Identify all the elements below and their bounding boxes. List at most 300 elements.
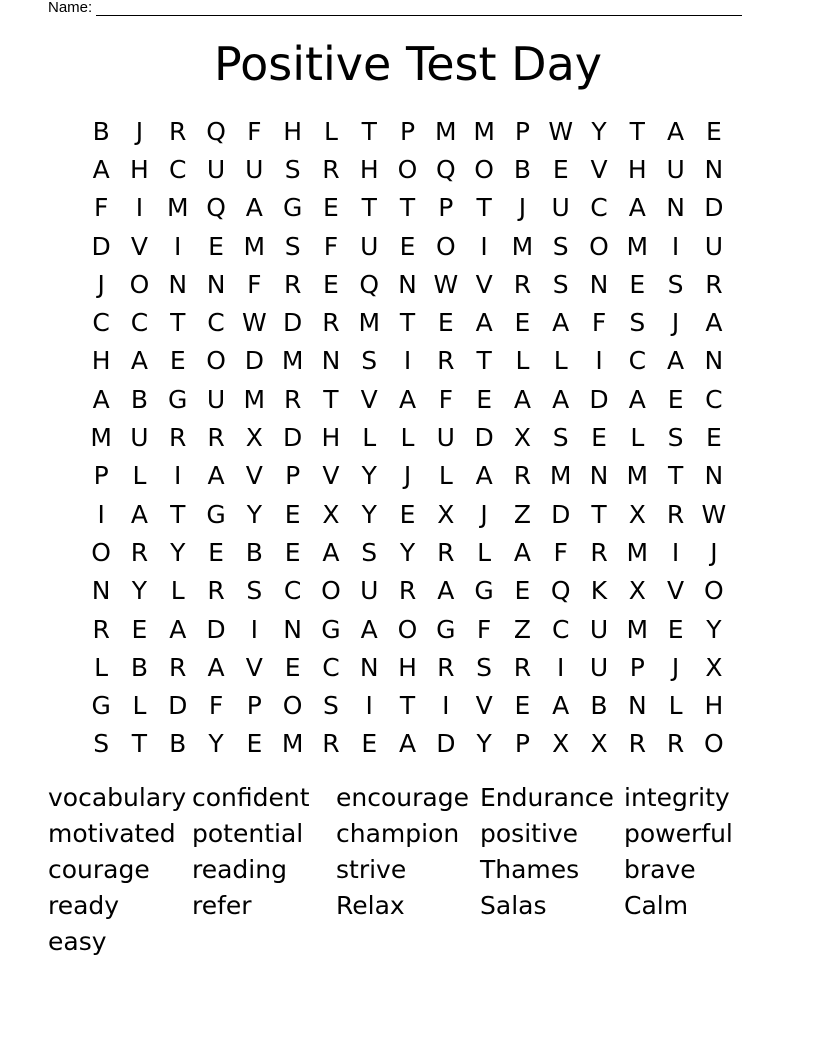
- grid-letter: O: [474, 154, 494, 184]
- word-list-item: courage: [48, 855, 150, 884]
- grid-letter: O: [282, 691, 303, 721]
- grid-letter: R: [590, 537, 608, 567]
- grid-letter: I: [365, 691, 373, 721]
- grid-letter: N: [398, 269, 417, 299]
- word-list-item: Calm: [624, 891, 689, 920]
- word-list-item: motivated: [48, 819, 176, 848]
- grid-letter: T: [361, 116, 377, 146]
- grid-letter: N: [666, 193, 685, 223]
- grid-letter: L: [132, 461, 147, 491]
- grid-letter: M: [473, 116, 495, 146]
- grid-letter: M: [166, 193, 189, 223]
- grid-letter: F: [323, 231, 339, 261]
- grid-letter: R: [169, 423, 187, 453]
- grid-letter: R: [437, 537, 455, 567]
- grid-letter: M: [435, 116, 457, 146]
- grid-letter: R: [169, 652, 187, 682]
- grid-letter: T: [323, 384, 339, 414]
- grid-letter: A: [130, 499, 148, 529]
- grid-letter: P: [285, 461, 301, 491]
- grid-letter: E: [399, 499, 416, 529]
- grid-letter: O: [397, 614, 418, 644]
- grid-letter: E: [131, 614, 148, 644]
- grid-letter: R: [666, 729, 685, 759]
- word-list-item: ready: [48, 891, 120, 920]
- grid-letter: L: [515, 346, 530, 376]
- grid-letter: L: [630, 423, 645, 453]
- grid-letter: C: [130, 308, 149, 338]
- grid-letter: I: [174, 461, 182, 491]
- grid-letter: H: [359, 154, 379, 184]
- grid-letter: J: [671, 652, 680, 682]
- grid-letter: U: [360, 231, 379, 261]
- grid-letter: N: [704, 346, 724, 376]
- grid-letter: J: [518, 193, 527, 223]
- grid-letter: U: [206, 154, 226, 184]
- grid-letter: H: [398, 652, 417, 682]
- grid-letter: R: [207, 423, 225, 453]
- word-list-item: vocabulary: [48, 783, 187, 812]
- grid-letter: W: [548, 116, 574, 146]
- grid-letter: N: [91, 576, 111, 606]
- grid-letter: I: [174, 231, 182, 261]
- grid-letter: J: [671, 308, 680, 338]
- grid-letter: I: [250, 614, 259, 644]
- grid-letter: P: [93, 461, 109, 491]
- grid-letter: I: [403, 346, 412, 376]
- grid-letter: D: [91, 231, 111, 261]
- grid-letter: D: [589, 384, 609, 414]
- grid-letter: X: [437, 499, 455, 529]
- grid-letter: N: [283, 614, 302, 644]
- grid-letter: E: [399, 231, 416, 261]
- grid-letter: U: [704, 231, 724, 261]
- grid-letter: A: [552, 308, 570, 338]
- grid-letter: A: [437, 576, 455, 606]
- grid-letter: V: [475, 269, 493, 299]
- grid-letter: Q: [206, 116, 226, 146]
- grid-letter: N: [704, 461, 724, 491]
- grid-letter: R: [398, 576, 417, 606]
- grid-letter: Y: [246, 499, 262, 529]
- grid-letter: A: [628, 384, 646, 414]
- grid-letter: C: [283, 576, 302, 606]
- grid-letter: G: [436, 614, 456, 644]
- grid-letter: A: [207, 461, 225, 491]
- grid-letter: X: [245, 423, 263, 453]
- grid-letter: X: [590, 729, 608, 759]
- grid-letter: D: [206, 614, 226, 644]
- grid-letter: L: [323, 116, 338, 146]
- grid-letter: I: [671, 231, 680, 261]
- grid-letter: T: [399, 193, 416, 223]
- grid-letter: F: [553, 537, 568, 567]
- grid-letter: I: [595, 346, 603, 376]
- word-list-item: potential: [192, 819, 304, 848]
- grid-letter: Y: [208, 729, 224, 759]
- grid-letter: R: [322, 308, 340, 338]
- grid-letter: X: [628, 576, 646, 606]
- grid-letter: T: [170, 308, 186, 338]
- word-list-item: refer: [192, 891, 252, 920]
- grid-letter: S: [361, 537, 378, 567]
- grid-letter: O: [91, 537, 111, 567]
- word-list-item: encourage: [336, 783, 469, 812]
- grid-letter: L: [94, 652, 109, 682]
- word-list-item: brave: [624, 855, 696, 884]
- grid-letter: R: [322, 729, 340, 759]
- grid-letter: D: [474, 423, 494, 453]
- grid-letter: Y: [399, 537, 416, 567]
- grid-letter: U: [130, 423, 149, 453]
- grid-letter: P: [399, 116, 416, 146]
- page-title: Positive Test Day: [214, 37, 602, 91]
- grid-letter: A: [667, 116, 685, 146]
- grid-letter: Y: [476, 729, 492, 759]
- grid-letter: A: [398, 384, 417, 414]
- grid-letter: Q: [359, 269, 380, 299]
- grid-letter: B: [92, 116, 110, 146]
- grid-letter: M: [549, 461, 572, 491]
- grid-letter: R: [666, 499, 685, 529]
- grid-letter: P: [246, 691, 262, 721]
- grid-letter: F: [208, 691, 224, 721]
- grid-letter: T: [131, 729, 148, 759]
- grid-letter: C: [92, 308, 110, 338]
- grid-letter: I: [557, 652, 565, 682]
- grid-letter: D: [283, 308, 303, 338]
- grid-letter: T: [591, 499, 607, 529]
- grid-letter: R: [705, 269, 723, 299]
- grid-letter: L: [362, 423, 377, 453]
- grid-letter: E: [246, 729, 263, 759]
- grid-letter: V: [667, 576, 685, 606]
- grid-letter: S: [667, 269, 684, 299]
- grid-letter: U: [551, 193, 570, 223]
- grid-letter: S: [476, 652, 493, 682]
- grid-letter: Y: [170, 537, 186, 567]
- grid-letter: T: [361, 193, 377, 223]
- grid-letter: F: [438, 384, 454, 414]
- grid-letter: R: [513, 652, 532, 682]
- grid-letter: O: [206, 346, 226, 376]
- grid-letter: S: [322, 691, 339, 721]
- grid-letter: N: [589, 461, 609, 491]
- grid-letter: E: [591, 423, 607, 453]
- grid-letter: M: [358, 308, 381, 338]
- grid-letter: X: [322, 499, 340, 529]
- grid-letter: D: [244, 346, 264, 376]
- grid-letter: J: [710, 537, 718, 567]
- grid-letter: N: [627, 691, 647, 721]
- grid-letter: M: [626, 537, 649, 567]
- grid-letter: C: [322, 652, 340, 682]
- grid-letter: D: [436, 729, 456, 759]
- grid-letter: A: [169, 614, 187, 644]
- grid-letter: S: [552, 231, 569, 261]
- grid-letter: V: [130, 231, 148, 261]
- grid-letter: U: [360, 576, 379, 606]
- grid-letter: E: [208, 537, 224, 567]
- grid-letter: V: [322, 461, 340, 491]
- grid-letter: E: [706, 116, 722, 146]
- name-label: Name:: [48, 0, 93, 16]
- grid-letter: M: [90, 423, 112, 453]
- word-list-item: confident: [192, 783, 310, 812]
- grid-letter: S: [361, 346, 378, 376]
- grid-letter: E: [323, 269, 339, 299]
- grid-letter: O: [321, 576, 341, 606]
- grid-letter: R: [437, 652, 455, 682]
- grid-letter: G: [321, 614, 341, 644]
- grid-letter: T: [629, 116, 645, 146]
- grid-letter: Q: [435, 154, 456, 184]
- grid-letter: T: [399, 308, 416, 338]
- grid-letter: I: [135, 193, 144, 223]
- grid-letter: A: [475, 461, 493, 491]
- word-list-item: Endurance: [480, 783, 614, 812]
- grid-letter: M: [281, 729, 304, 759]
- grid-letter: S: [629, 308, 646, 338]
- grid-letter: T: [476, 193, 492, 223]
- grid-letter: M: [626, 461, 649, 491]
- grid-letter: O: [704, 729, 724, 759]
- grid-letter: E: [476, 384, 493, 414]
- grid-letter: E: [706, 423, 722, 453]
- grid-letter: B: [169, 729, 187, 759]
- grid-letter: A: [92, 154, 110, 184]
- grid-letter: B: [130, 384, 149, 414]
- grid-letter: X: [552, 729, 570, 759]
- grid-letter: P: [629, 652, 645, 682]
- grid-letter: S: [552, 269, 569, 299]
- word-list-item: Relax: [336, 891, 405, 920]
- grid-letter: T: [170, 499, 186, 529]
- grid-letter: N: [589, 269, 609, 299]
- grid-letter: A: [130, 346, 148, 376]
- grid-letter: L: [132, 691, 147, 721]
- grid-letter: F: [93, 193, 109, 223]
- grid-letter: E: [514, 576, 531, 606]
- grid-letter: X: [705, 652, 723, 682]
- grid-letter: N: [704, 154, 724, 184]
- grid-letter: P: [514, 116, 530, 146]
- grid-letter: X: [513, 423, 531, 453]
- grid-letter: C: [551, 614, 570, 644]
- grid-letter: E: [208, 231, 224, 261]
- grid-letter: A: [322, 537, 340, 567]
- grid-letter: D: [551, 499, 571, 529]
- grid-letter: G: [168, 384, 188, 414]
- grid-letter: H: [130, 154, 149, 184]
- grid-letter: O: [129, 269, 150, 299]
- grid-letter: B: [513, 154, 531, 184]
- grid-letter: I: [97, 499, 105, 529]
- grid-letter: R: [169, 116, 187, 146]
- grid-letter: J: [97, 269, 105, 299]
- grid-letter: O: [397, 154, 418, 184]
- grid-letter: Y: [591, 116, 607, 146]
- grid-letter: S: [93, 729, 110, 759]
- grid-letter: V: [245, 652, 263, 682]
- grid-letter: S: [246, 576, 263, 606]
- grid-letter: I: [480, 231, 488, 261]
- grid-letter: I: [442, 691, 450, 721]
- grid-letter: U: [666, 154, 685, 184]
- word-list-item: strive: [336, 855, 407, 884]
- word-list-item: champion: [336, 819, 460, 848]
- grid-letter: E: [514, 691, 531, 721]
- grid-letter: R: [283, 384, 302, 414]
- grid-letter: M: [626, 614, 649, 644]
- grid-letter: Y: [361, 461, 377, 491]
- grid-letter: M: [281, 346, 304, 376]
- grid-letter: B: [590, 691, 608, 721]
- grid-letter: B: [245, 537, 263, 567]
- grid-letter: Q: [550, 576, 571, 606]
- grid-letter: M: [243, 231, 266, 261]
- grid-letter: A: [667, 346, 685, 376]
- grid-letter: W: [241, 308, 267, 338]
- grid-letter: R: [628, 729, 646, 759]
- grid-letter: A: [552, 384, 570, 414]
- grid-letter: R: [130, 537, 149, 567]
- name-underline: [96, 0, 742, 16]
- grid-letter: F: [591, 308, 607, 338]
- grid-letter: E: [629, 269, 646, 299]
- grid-letter: L: [668, 691, 683, 721]
- grid-letter: L: [400, 423, 415, 453]
- grid-letter: C: [628, 346, 647, 376]
- grid-letter: S: [667, 423, 684, 453]
- grid-letter: D: [283, 423, 303, 453]
- grid-letter: T: [399, 691, 416, 721]
- grid-letter: R: [437, 346, 455, 376]
- grid-letter: R: [513, 269, 532, 299]
- grid-letter: F: [476, 614, 492, 644]
- grid-letter: E: [437, 308, 454, 338]
- grid-letter: U: [589, 614, 609, 644]
- grid-letter: B: [130, 652, 149, 682]
- grid-letter: Z: [513, 614, 531, 644]
- grid-letter: G: [282, 193, 303, 223]
- letter-grid: [82, 112, 733, 763]
- grid-letter: H: [321, 423, 341, 453]
- grid-letter: T: [476, 346, 492, 376]
- grid-letter: A: [705, 308, 723, 338]
- grid-letter: J: [480, 499, 488, 529]
- grid-letter: H: [704, 691, 724, 721]
- grid-letter: W: [433, 269, 459, 299]
- grid-letter: D: [704, 193, 724, 223]
- grid-letter: Y: [706, 614, 722, 644]
- grid-letter: X: [628, 499, 646, 529]
- grid-letter: M: [511, 231, 534, 261]
- grid-letter: E: [514, 308, 531, 338]
- grid-letter: A: [245, 193, 263, 223]
- grid-letter: E: [284, 652, 301, 682]
- grid-letter: Q: [206, 193, 226, 223]
- grid-letter: O: [435, 231, 456, 261]
- grid-letter: S: [284, 154, 301, 184]
- grid-letter: J: [403, 461, 412, 491]
- grid-letter: M: [243, 384, 266, 414]
- grid-letter: E: [667, 614, 684, 644]
- name-field: [48, 0, 742, 18]
- grid-letter: C: [590, 193, 608, 223]
- grid-letter: P: [514, 729, 530, 759]
- grid-letter: A: [628, 193, 646, 223]
- grid-letter: V: [590, 154, 608, 184]
- grid-letter: A: [513, 384, 531, 414]
- grid-letter: N: [359, 652, 379, 682]
- grid-letter: Y: [361, 499, 377, 529]
- grid-letter: H: [91, 346, 111, 376]
- grid-letter: C: [705, 384, 723, 414]
- word-list-item: reading: [192, 855, 287, 884]
- grid-letter: N: [321, 346, 341, 376]
- grid-letter: N: [168, 269, 188, 299]
- grid-letter: A: [552, 691, 570, 721]
- word-bank: [48, 780, 768, 960]
- grid-letter: N: [206, 269, 226, 299]
- grid-letter: D: [168, 691, 188, 721]
- word-list-item: easy: [48, 927, 107, 956]
- grid-letter: G: [91, 691, 111, 721]
- grid-letter: O: [704, 576, 724, 606]
- grid-letter: A: [513, 537, 531, 567]
- grid-letter: V: [360, 384, 378, 414]
- grid-letter: J: [135, 116, 144, 146]
- grid-letter: M: [626, 231, 649, 261]
- grid-letter: S: [552, 423, 569, 453]
- grid-letter: A: [360, 614, 378, 644]
- grid-letter: F: [247, 269, 262, 299]
- grid-letter: Y: [131, 576, 148, 606]
- grid-letter: T: [667, 461, 684, 491]
- grid-letter: E: [169, 346, 186, 376]
- grid-letter: E: [552, 154, 569, 184]
- grid-letter: U: [589, 652, 609, 682]
- word-list-item: Thames: [480, 855, 580, 884]
- grid-letter: W: [701, 499, 727, 529]
- grid-letter: L: [170, 576, 185, 606]
- grid-letter: K: [590, 576, 608, 606]
- grid-letter: H: [283, 116, 303, 146]
- grid-letter: Z: [513, 499, 531, 529]
- grid-letter: S: [284, 231, 301, 261]
- word-list-item: integrity: [624, 783, 730, 812]
- grid-letter: C: [169, 154, 187, 184]
- grid-letter: L: [477, 537, 492, 567]
- grid-letter: U: [206, 384, 226, 414]
- grid-letter: L: [553, 346, 568, 376]
- grid-letter: R: [513, 461, 532, 491]
- grid-letter: R: [322, 154, 340, 184]
- grid-letter: P: [438, 193, 454, 223]
- grid-letter: R: [92, 614, 110, 644]
- grid-letter: O: [589, 231, 609, 261]
- grid-letter: U: [245, 154, 264, 184]
- grid-letter: R: [283, 269, 302, 299]
- grid-letter: E: [361, 729, 378, 759]
- word-list-item: powerful: [624, 819, 733, 848]
- word-list-item: positive: [480, 819, 579, 848]
- grid-letter: L: [438, 461, 453, 491]
- grid-letter: C: [207, 308, 225, 338]
- grid-letter: R: [207, 576, 225, 606]
- grid-letter: I: [671, 537, 680, 567]
